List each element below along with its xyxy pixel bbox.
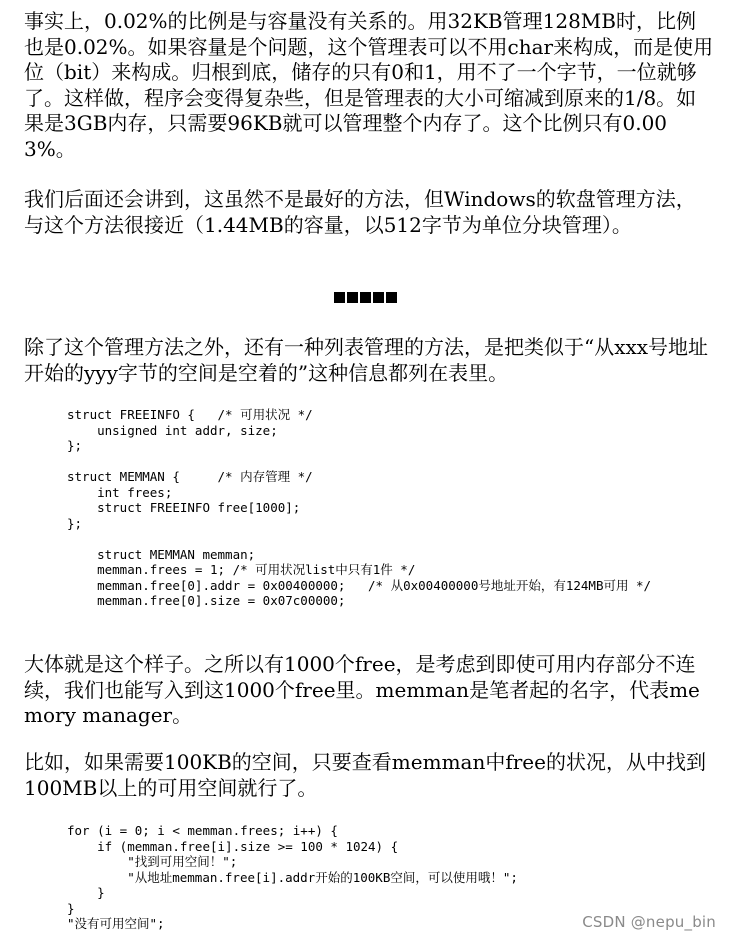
separator-square-icon	[386, 292, 397, 303]
paragraph-list-management: 除了这个管理方法之外，还有一种列表管理的方法，是把类似于“从xxx号地址开始的yyy字节的空间是空着的”这种信息都列在表里。	[24, 335, 709, 385]
separator-square-icon	[347, 292, 358, 303]
separator-square-icon	[360, 292, 371, 303]
separator-square-icon	[373, 292, 384, 303]
separator-square-icon	[334, 292, 345, 303]
paragraph-search-example: 比如，如果需要100KB的空间，只要查看memman中free的状况，从中找到100MB以上的可用空间就行了。	[24, 750, 706, 800]
paragraph-memman-explanation: 大体就是这个样子。之所以有1000个free，是考虑到即使可用内存部分不连续，我们也能写入到这1000个free里。memman是笔者起的名字，代表memory manager。	[24, 652, 700, 727]
csdn-watermark: CSDN @nepu_bin	[582, 913, 716, 931]
code-block-search-loop: for (i = 0; i < memman.frees; i++) { if (memman.free[i].size >= 100 * 1024) { "找到可用空间！"; "从地址memman.free[i].addr开始的100KB空间，可以使用哦！"; } } "没有可用空间";	[67, 823, 518, 931]
paragraph-floppy-management: 我们后面还会讲到，这虽然不是最好的方法，但Windows的软盘管理方法，与这个方法很接近（1.44MB的容量，以512字节为单位分块管理）。	[24, 187, 696, 237]
section-separator-icon	[0, 288, 730, 308]
paragraph-memory-ratio: 事实上，0.02%的比例是与容量没有关系的。用32KB管理128MB时，比例也是0.02%。如果容量是个问题，这个管理表可以不用char来构成，而是使用位（bit）来构成。归根到底，储存的只有0和1，用不了一个字节，一位就够了。这样做，程序会变得复杂些，但是管理表的大小可缩减到原来的1/8。如果是3GB内存，只需要96KB就可以管理整个内存了。这个比例只有0.003%。	[24, 9, 714, 161]
code-block-memman-struct: struct FREEINFO { /* 可用状况 */ unsigned int addr, size; }; struct MEMMAN { /* 内存管理 */ int frees; struct FREEINFO free[1000]; }; struct MEMMAN memman; memman.frees = 1; /* 可用状况list中只有1件 */ memman.free[0].addr = 0x00400000; /* 从0x00400000号地址开始，有124MB可用 */ memman.free[0].size = 0x07c00000;	[67, 407, 652, 608]
